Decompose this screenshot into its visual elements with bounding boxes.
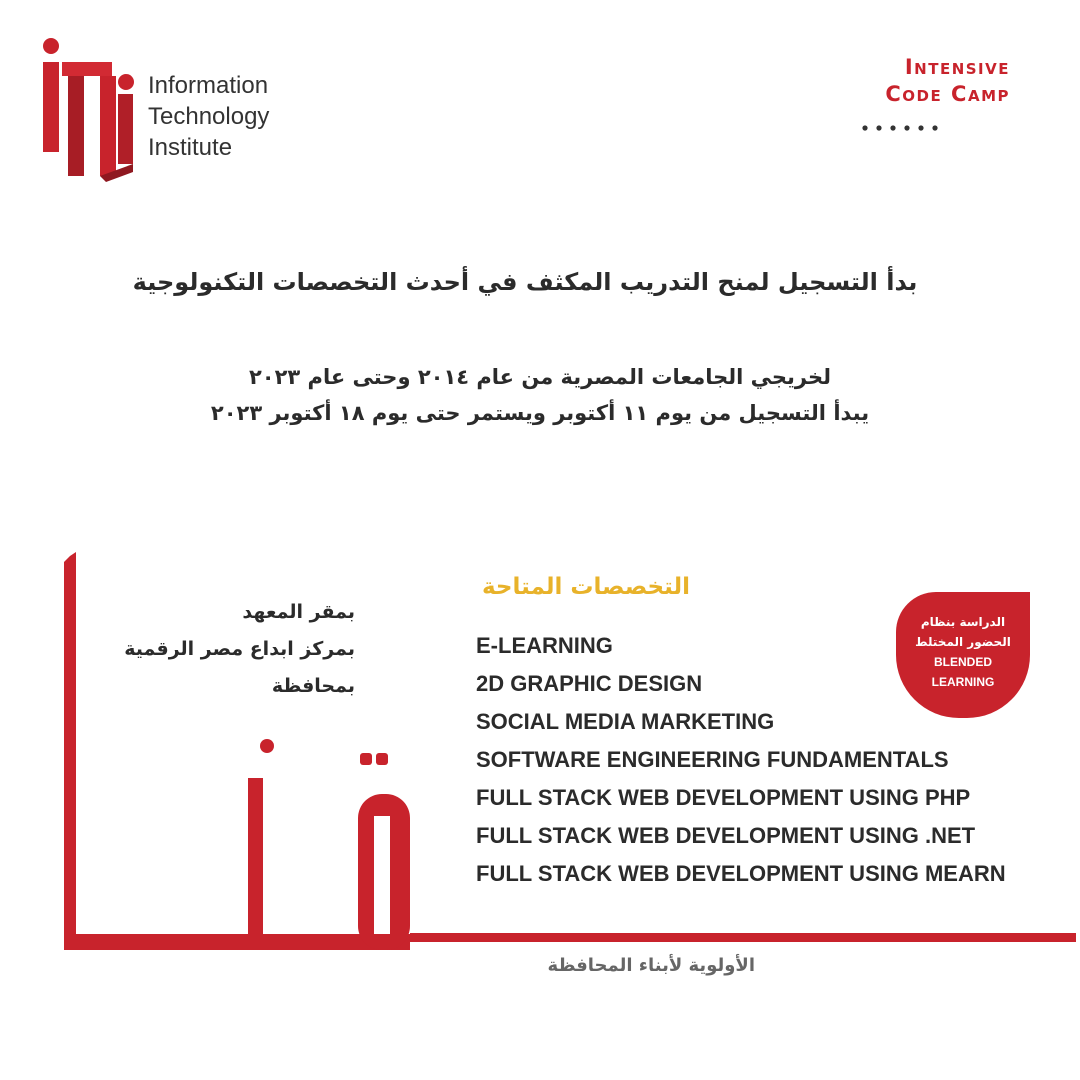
course-item: E-LEARNING bbox=[476, 633, 613, 658]
code-camp-line: Code Camp bbox=[885, 82, 1010, 106]
iti-logo-icon bbox=[40, 36, 136, 182]
six-dots-icon bbox=[860, 122, 940, 134]
location-line: بمحافظة bbox=[271, 675, 355, 697]
institute-name bbox=[148, 70, 269, 163]
badge-english-line: BLENDED bbox=[933, 655, 992, 669]
priority-note: الأولوية لأبناء المحافظة bbox=[547, 955, 755, 976]
badge-arabic-line: الدراسة بنظام bbox=[920, 615, 1006, 629]
institute-name-line: Technology bbox=[148, 103, 270, 130]
registration-dates: يبدأ التسجيل من يوم ١١ أكتوبر ويستمر حتى يوم ١٨ أكتوبر ٢٠٢٣ bbox=[210, 401, 870, 425]
course-item: FULL STACK WEB DEVELOPMENT USING .NET bbox=[476, 823, 976, 848]
institute-name-line: Information bbox=[148, 72, 269, 99]
code-camp-line: Intensive bbox=[904, 55, 1010, 79]
course-item: 2D GRAPHIC DESIGN bbox=[476, 671, 703, 696]
badge-arabic-line: الحضور المختلط bbox=[915, 635, 1011, 649]
institute-name-line: Institute bbox=[148, 134, 233, 161]
course-item: FULL STACK WEB DEVELOPMENT USING MEARN bbox=[476, 861, 1006, 886]
headline: بدأ التسجيل لمنح التدريب المكثف في أحدث التخصصات التكنولوجية bbox=[132, 268, 918, 296]
badge-english-line: LEARNING bbox=[931, 675, 995, 689]
course-item: SOCIAL MEDIA MARKETING bbox=[476, 709, 775, 734]
course-item: SOFTWARE ENGINEERING FUNDAMENTALS bbox=[476, 747, 949, 772]
code-camp-title bbox=[810, 54, 1010, 108]
course-item: FULL STACK WEB DEVELOPMENT USING PHP bbox=[476, 785, 971, 810]
specializations-title: التخصصات المتاحة bbox=[481, 574, 690, 600]
blended-learning-badge bbox=[896, 592, 1030, 718]
location-line: بمقر المعهد bbox=[242, 601, 355, 623]
eligibility-text: لخريجي الجامعات المصرية من عام ٢٠١٤ وحتى عام ٢٠٢٣ bbox=[248, 365, 832, 389]
location-line: بمركز ابداع مصر الرقمية bbox=[124, 638, 355, 660]
